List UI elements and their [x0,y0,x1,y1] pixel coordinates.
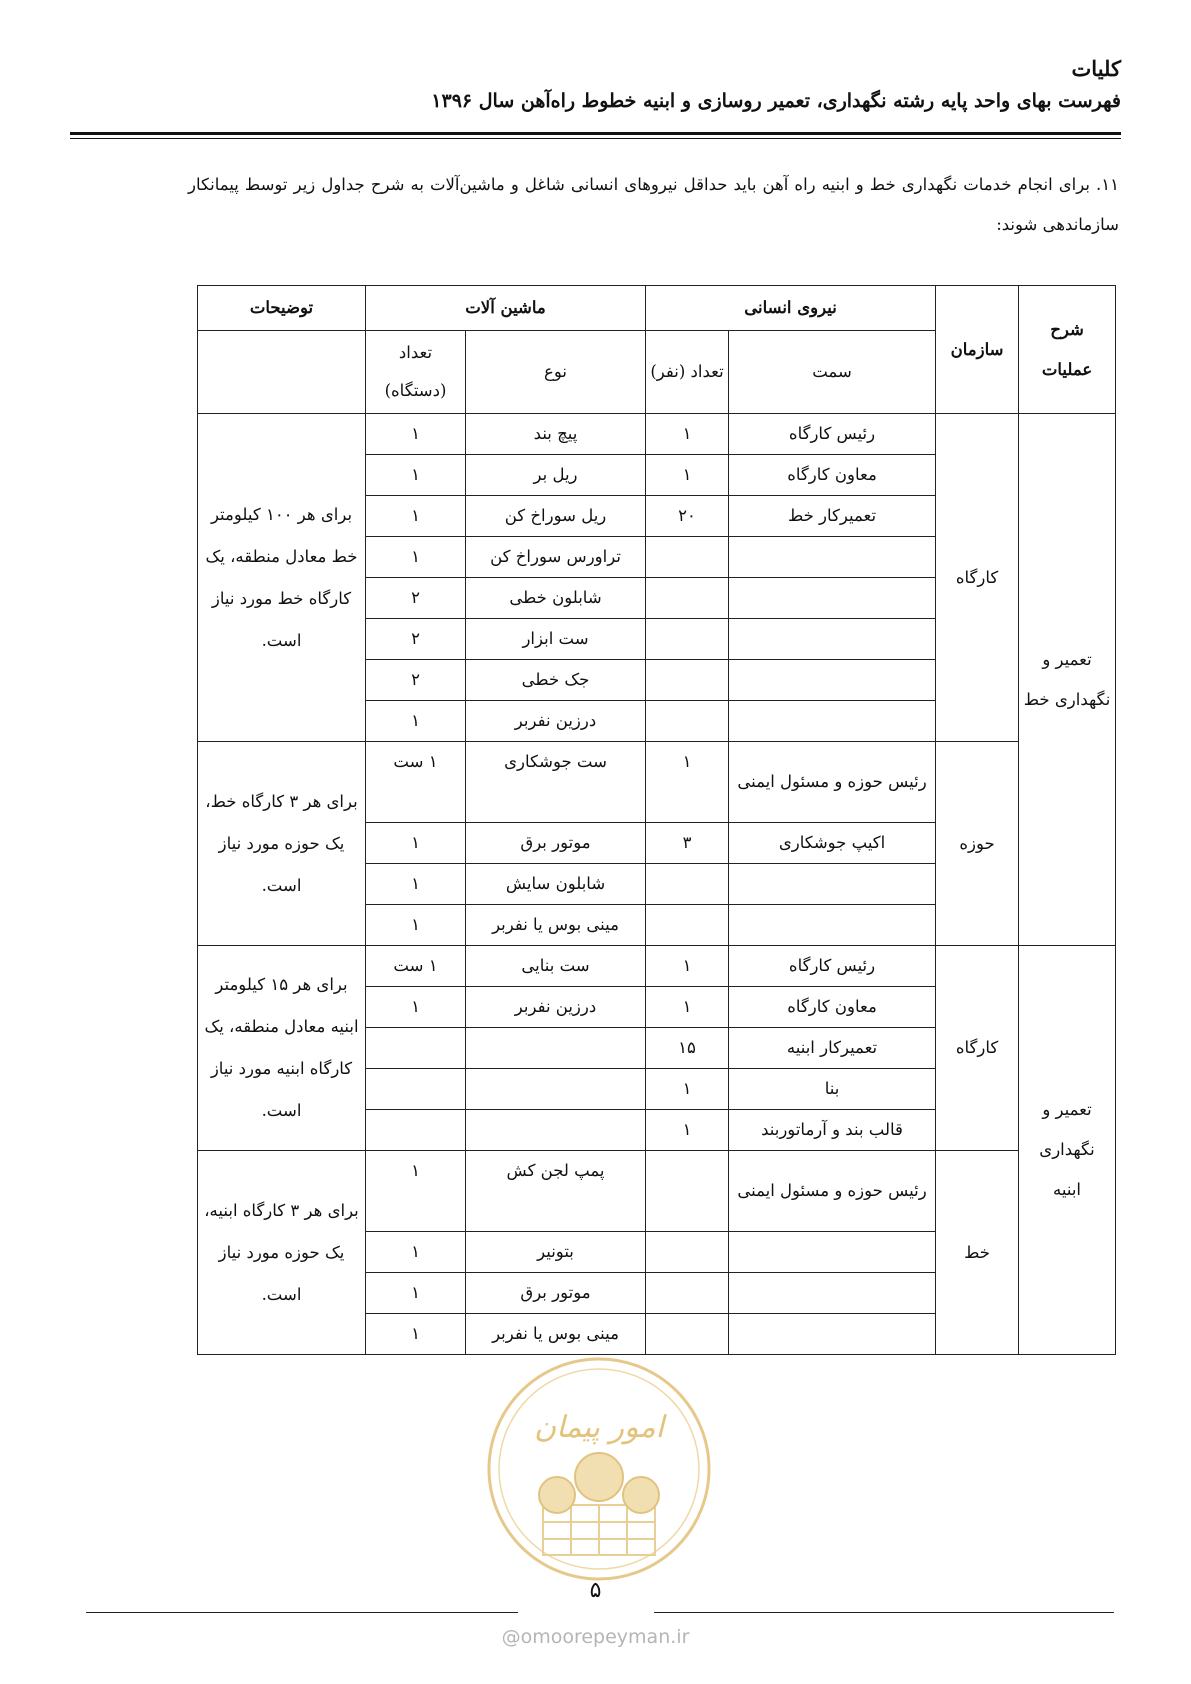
type-cell: ست ابزار [466,619,646,660]
persons-cell: ۱ [646,1110,729,1151]
document-title: فهرست بهای واحد پایه رشته نگهداری، تعمیر روسازی و ابنیه خطوط راه‌آهن سال ۱۳۹۶ [431,90,1121,112]
devices-cell: ۱ [366,455,466,496]
seal-graphic [485,1355,713,1583]
header-rule-thick [70,132,1121,135]
table-row [198,946,1116,987]
devices-cell: ۲ [366,619,466,660]
position-cell: رئیس کارگاه [729,946,936,987]
type-cell: ریل سوراخ کن [466,496,646,537]
persons-cell: ۱۵ [646,1028,729,1069]
persons-cell [646,619,729,660]
devices-cell: ۲ [366,578,466,619]
section-title: کلیات [1071,56,1121,81]
devices-cell [366,1028,466,1069]
position-cell: رئیس حوزه و مسئول ایمنی [729,1151,936,1232]
org-cell: حوزه [936,742,1019,946]
position-cell: رئیس حوزه و مسئول ایمنی [729,742,936,823]
header-notes-empty [198,331,366,414]
devices-cell: ۱ [366,1232,466,1273]
footer-rule-left [86,1612,518,1613]
devices-cell: ۲ [366,660,466,701]
persons-cell [646,660,729,701]
type-cell: موتور برق [466,823,646,864]
position-cell [729,537,936,578]
type-cell [466,1069,646,1110]
persons-cell [646,864,729,905]
persons-cell [646,701,729,742]
devices-cell: ۱ [366,414,466,455]
position-cell [729,660,936,701]
type-cell: پمپ لجن کش [466,1151,646,1232]
devices-cell: ۱ [366,701,466,742]
header-organization: سازمان [936,286,1019,414]
org-cell: کارگاه [936,414,1019,742]
persons-cell [646,1273,729,1314]
persons-cell: ۱ [646,455,729,496]
devices-cell [366,1110,466,1151]
type-cell [466,1110,646,1151]
header-type: نوع [466,331,646,414]
persons-cell: ۱ [646,414,729,455]
devices-cell: ۱ [366,905,466,946]
persons-cell [646,1314,729,1355]
position-cell: بنا [729,1069,936,1110]
type-cell: شابلون خطی [466,578,646,619]
position-cell: تعمیرکار ابنیه [729,1028,936,1069]
page-header [70,52,1121,116]
header-notes: توضیحات [198,286,366,331]
table-row [198,414,1116,455]
devices-cell: ۱ [366,1151,466,1232]
header-machinery: ماشین آلات [366,286,646,331]
position-cell [729,1314,936,1355]
position-cell [729,864,936,905]
header-manpower: نیروی انسانی [646,286,936,331]
note-cell: برای هر ۱۰۰ کیلومتر خط معادل منطقه، یک کارگاه خط مورد نیاز است. [198,414,366,742]
devices-cell: ۱ [366,1314,466,1355]
header-operation: شرح عملیات [1019,286,1116,414]
note-cell: برای هر ۱۵ کیلومتر ابنیه معادل منطقه، یک کارگاه ابنیه مورد نیاز است. [198,946,366,1151]
note-cell: برای هر ۳ کارگاه خط، یک حوزه مورد نیاز است. [198,742,366,946]
watermark-text: @omoorepeyman.ir [501,1626,690,1648]
type-cell: جک خطی [466,660,646,701]
header-rule-thin [70,138,1121,139]
table-row [198,742,1116,823]
devices-cell: ۱ [366,537,466,578]
type-cell: ریل بر [466,455,646,496]
type-cell: تراورس سوراخ کن [466,537,646,578]
position-cell: قالب بند و آرماتوربند [729,1110,936,1151]
devices-cell: ۱ ست [366,946,466,987]
type-cell: درزین نفربر [466,987,646,1028]
position-cell: اکیپ جوشکاری [729,823,936,864]
type-cell: ست جوشکاری [466,742,646,823]
operation-track-maintenance: تعمیر و نگهداری خط [1019,414,1116,946]
devices-cell: ۱ [366,823,466,864]
type-cell: مینی بوس یا نفربر [466,905,646,946]
devices-cell: ۱ [366,987,466,1028]
note-cell: برای هر ۳ کارگاه ابنیه، یک حوزه مورد نیاز است. [198,1151,366,1355]
seal-logo [485,1355,713,1583]
type-cell: شابلون سایش [466,864,646,905]
org-cell: خط [936,1151,1019,1355]
devices-cell: ۱ ست [366,742,466,823]
persons-cell: ۱ [646,946,729,987]
persons-cell [646,905,729,946]
persons-cell [646,1232,729,1273]
position-cell [729,1273,936,1314]
type-cell: موتور برق [466,1273,646,1314]
devices-cell: ۱ [366,1273,466,1314]
table-row [198,1151,1116,1232]
header-position: سمت [729,331,936,414]
footer-rule-right [654,1612,1114,1613]
persons-cell [646,1151,729,1232]
position-cell: معاون کارگاه [729,987,936,1028]
type-cell: بتونیر [466,1232,646,1273]
type-cell: مینی بوس یا نفربر [466,1314,646,1355]
position-cell: رئیس کارگاه [729,414,936,455]
persons-cell: ۱ [646,1069,729,1110]
devices-cell: ۱ [366,864,466,905]
position-cell [729,619,936,660]
position-cell [729,701,936,742]
type-cell [466,1028,646,1069]
operations-table [197,285,1116,1355]
persons-cell: ۱ [646,987,729,1028]
type-cell: درزین نفربر [466,701,646,742]
devices-cell [366,1069,466,1110]
seal-text: امور پیمان [534,1410,664,1445]
persons-cell: ۲۰ [646,496,729,537]
operation-structures-maintenance: تعمیر و نگهداری ابنیه [1019,946,1116,1355]
page-number: ۵ [589,1578,602,1603]
org-cell: کارگاه [936,946,1019,1151]
persons-cell [646,578,729,619]
persons-cell [646,537,729,578]
devices-cell: ۱ [366,496,466,537]
position-cell: تعمیرکار خط [729,496,936,537]
position-cell: معاون کارگاه [729,455,936,496]
position-cell [729,905,936,946]
type-cell: پیچ بند [466,414,646,455]
type-cell: ست بنایی [466,946,646,987]
persons-cell: ۳ [646,823,729,864]
persons-cell: ۱ [646,742,729,823]
header-count-person: تعداد (نفر) [646,331,729,414]
intro-paragraph: ۱۱. برای انجام خدمات نگهداری خط و ابنیه راه آهن باید حداقل نیروهای انسانی شاغل و ماشین‌آلات به شرح جداول زیر توسط پیمانکار سازماندهی شوند: [188,175,1119,234]
header-count-device: تعداد (دستگاه) [366,331,466,414]
position-cell [729,1232,936,1273]
position-cell [729,578,936,619]
